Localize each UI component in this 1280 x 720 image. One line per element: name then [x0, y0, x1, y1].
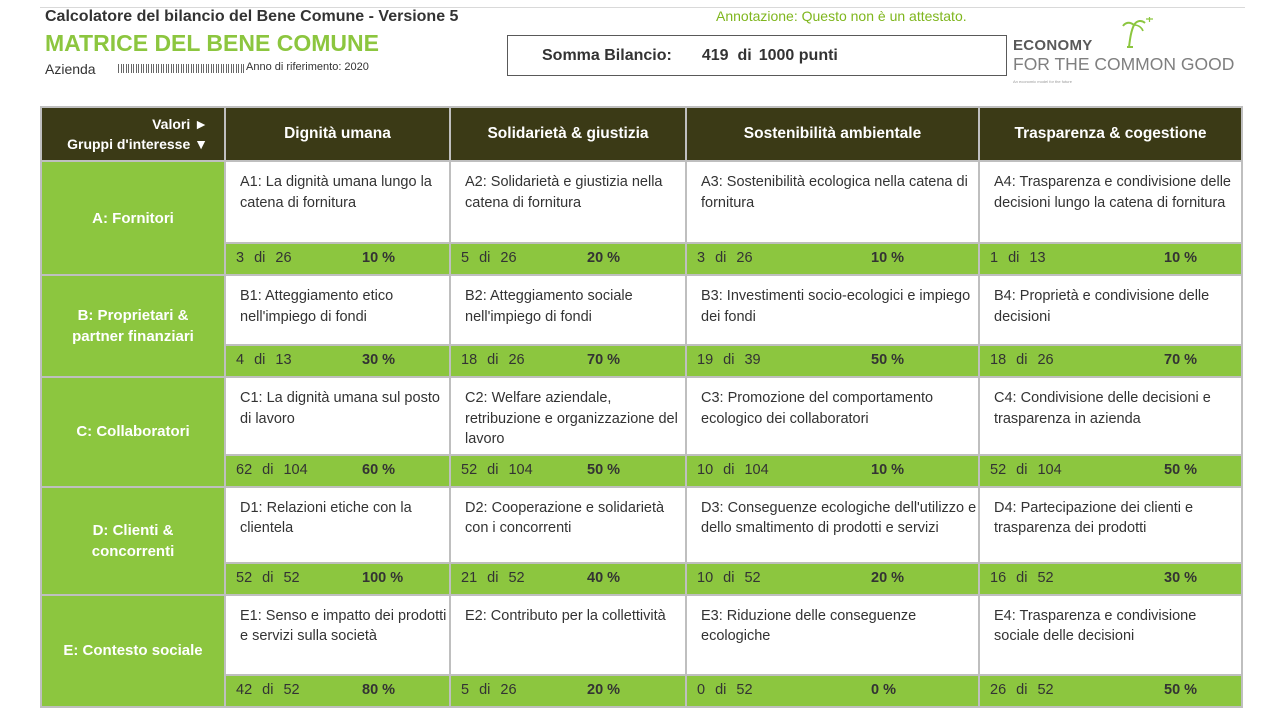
points-readout — [697, 682, 753, 698]
score-of: di — [723, 569, 735, 586]
points-readout — [236, 682, 300, 698]
calculator-title: Calcolatore del bilancio del Bene Comune - Versione 5 — [45, 8, 459, 25]
topic-description: A3: Sostenibilità ecologica nella catena di fornitura — [686, 161, 979, 243]
topic-score — [686, 455, 979, 487]
matrix-row-social-environment — [41, 595, 1242, 675]
score-of: di — [1016, 569, 1028, 586]
score-of: di — [723, 352, 735, 368]
score-percentage: 70 % — [587, 352, 621, 368]
score-percentage: 20 % — [871, 569, 905, 586]
score-max: 52 — [283, 681, 300, 698]
matrix-row-owners-financial-partners — [41, 275, 1242, 345]
score-value: 52 — [990, 461, 1007, 478]
topic-description: E4: Trasparenza e condivisione sociale delle decisioni — [979, 595, 1242, 675]
score-percentage: 70 % — [1164, 352, 1198, 368]
score-value: 18 — [990, 352, 1007, 368]
topic-score — [225, 455, 450, 487]
score-percentage: 20 % — [587, 250, 621, 266]
score-of: di — [1008, 250, 1020, 266]
score-percentage: 60 % — [362, 461, 396, 478]
score-max: 52 — [744, 569, 761, 586]
company-label: Azienda — [45, 61, 96, 77]
score-percentage: 30 % — [362, 352, 396, 368]
score-max: 13 — [1029, 250, 1046, 266]
topic-description: E2: Contributo per la collettività — [450, 595, 686, 675]
score-of: di — [1016, 352, 1028, 368]
topic-score — [450, 563, 686, 595]
topic-score — [979, 455, 1242, 487]
matrix-row-employees — [41, 377, 1242, 455]
topic-description: E3: Riduzione delle conseguenze ecologiche — [686, 595, 979, 675]
topic-score — [450, 345, 686, 377]
score-percentage: 10 % — [1164, 250, 1198, 266]
balance-sum-max: 1000 punti — [758, 46, 838, 64]
score-value: 18 — [461, 352, 478, 368]
topic-score — [979, 675, 1242, 707]
score-max: 39 — [744, 352, 761, 368]
points-readout — [461, 570, 525, 586]
score-value: 1 — [990, 250, 999, 266]
score-max: 52 — [1037, 681, 1054, 698]
stakeholder-group-customers-competitors — [41, 487, 225, 595]
score-max: 26 — [500, 681, 517, 698]
score-of: di — [254, 250, 266, 266]
stakeholder-group-social-environment — [41, 595, 225, 707]
topic-description: A4: Trasparenza e condivisione delle decisioni lungo la catena di fornitura — [979, 161, 1242, 243]
score-percentage: 30 % — [1164, 569, 1198, 586]
score-value: 5 — [461, 681, 470, 698]
stakeholder-group-label: C: Collaboratori — [76, 423, 190, 441]
score-value: 19 — [697, 352, 714, 368]
balance-sum-of: di — [737, 46, 752, 64]
score-percentage: 0 % — [871, 681, 896, 698]
score-percentage: 50 % — [1164, 461, 1198, 478]
score-max: 104 — [508, 461, 533, 478]
score-max: 26 — [508, 352, 525, 368]
common-good-matrix — [40, 106, 1243, 708]
stakeholder-group-label: A: Fornitori — [92, 209, 174, 227]
points-readout — [461, 352, 525, 368]
score-of: di — [479, 250, 491, 266]
stakeholder-group-label: D: Clienti & — [92, 521, 174, 539]
score-max: 104 — [1037, 461, 1062, 478]
score-of: di — [254, 352, 266, 368]
topic-score — [225, 675, 450, 707]
points-readout — [990, 682, 1054, 698]
points-readout — [236, 462, 308, 478]
score-of: di — [1016, 681, 1028, 698]
annotation-note: Annotazione: Questo non è un attestato. — [716, 8, 967, 24]
stakeholder-group-suppliers — [41, 161, 225, 275]
score-of: di — [715, 250, 727, 266]
score-of: di — [487, 569, 499, 586]
score-max: 104 — [744, 461, 769, 478]
score-percentage: 10 % — [871, 250, 905, 266]
score-max: 52 — [1037, 569, 1054, 586]
topic-score — [686, 243, 979, 275]
score-percentage: 10 % — [362, 250, 396, 266]
topic-score — [225, 243, 450, 275]
points-readout — [990, 462, 1062, 478]
points-readout — [236, 352, 292, 368]
topic-description: B2: Atteggiamento sociale nell'impiego di fondi — [450, 275, 686, 345]
score-percentage: 50 % — [1164, 681, 1198, 698]
score-value: 10 — [697, 569, 714, 586]
balance-sum-label: Somma Bilancio: — [542, 46, 672, 64]
value-header-transparency: Trasparenza & cogestione — [979, 107, 1242, 161]
reference-year: Anno di riferimento: 2020 — [246, 61, 369, 73]
topic-score — [450, 455, 686, 487]
score-value: 52 — [461, 461, 478, 478]
topic-description: C3: Promozione del comportamento ecologico dei collaboratori — [686, 377, 979, 455]
topic-description: B3: Investimenti socio-ecologici e impiego dei fondi — [686, 275, 979, 345]
score-percentage: 50 % — [871, 352, 905, 368]
score-max: 26 — [500, 250, 517, 266]
topic-description: A2: Solidarietà e giustizia nella catena di fornitura — [450, 161, 686, 243]
topic-score — [979, 243, 1242, 275]
score-percentage: 80 % — [362, 681, 396, 698]
score-of: di — [262, 681, 274, 698]
points-readout — [236, 570, 300, 586]
topic-score — [979, 345, 1242, 377]
points-readout — [461, 250, 517, 266]
topic-description: D2: Cooperazione e solidarietà con i concorrenti — [450, 487, 686, 563]
score-of: di — [262, 461, 274, 478]
topic-description: B4: Proprietà e condivisione delle decisioni — [979, 275, 1242, 345]
score-value: 21 — [461, 569, 478, 586]
score-value: 52 — [236, 569, 253, 586]
ecg-logo — [1013, 17, 1243, 87]
stakeholder-group-label: concorrenti — [91, 542, 175, 560]
points-readout — [990, 352, 1054, 368]
score-max: 26 — [736, 250, 753, 266]
points-readout — [990, 570, 1054, 586]
value-header-sustainability: Sostenibilità ambientale — [686, 107, 979, 161]
score-of: di — [1016, 461, 1028, 478]
score-value: 4 — [236, 352, 245, 368]
topic-description: D3: Conseguenze ecologiche dell'utilizzo e dello smaltimento di prodotti e servizi — [686, 487, 979, 563]
score-of: di — [479, 681, 491, 698]
score-max: 52 — [283, 569, 300, 586]
score-max: 26 — [275, 250, 292, 266]
stakeholder-group-label: partner finanziari — [72, 328, 194, 345]
score-of: di — [715, 681, 727, 698]
score-percentage: 100 % — [362, 569, 404, 586]
score-of: di — [487, 461, 499, 478]
topic-score — [450, 675, 686, 707]
points-readout — [236, 250, 292, 266]
topic-description: A1: La dignità umana lungo la catena di fornitura — [225, 161, 450, 243]
score-value: 5 — [461, 250, 470, 266]
score-max: 52 — [508, 569, 525, 586]
topic-description: E1: Senso e impatto dei prodotti e servizi sulla società — [225, 595, 450, 675]
score-percentage: 40 % — [587, 569, 621, 586]
stakeholder-group-label: E: Contesto sociale — [63, 642, 203, 659]
score-of: di — [487, 352, 499, 368]
points-readout — [697, 462, 769, 478]
score-value: 62 — [236, 461, 253, 478]
company-name-redacted — [118, 64, 244, 73]
logo-text-common-good: FOR THE COMMON GOOD — [1013, 54, 1235, 74]
topic-description: C2: Welfare aziendale, retribuzione e organizzazione del lavoro — [450, 377, 686, 455]
corner-groups-label: Gruppi d'interesse ▼ — [67, 136, 208, 152]
topic-description: B1: Atteggiamento etico nell'impiego di fondi — [225, 275, 450, 345]
topic-score — [225, 563, 450, 595]
score-value: 26 — [990, 681, 1007, 698]
topic-score — [686, 563, 979, 595]
score-of: di — [723, 461, 735, 478]
topic-score — [686, 675, 979, 707]
score-value: 10 — [697, 461, 714, 478]
points-readout — [990, 250, 1046, 266]
score-value: 3 — [236, 250, 245, 266]
score-max: 26 — [1037, 352, 1054, 368]
topic-score — [225, 345, 450, 377]
points-readout — [697, 352, 761, 368]
palm-tree-icon — [1115, 17, 1155, 49]
matrix-title: MATRICE DEL BENE COMUNE — [45, 30, 379, 56]
points-readout — [697, 570, 761, 586]
points-readout — [697, 250, 753, 266]
matrix-corner — [41, 107, 225, 161]
score-max: 13 — [275, 352, 292, 368]
topic-description: D4: Partecipazione dei clienti e trasparenza dei prodotti — [979, 487, 1242, 563]
score-value: 0 — [697, 681, 706, 698]
score-value: 42 — [236, 681, 253, 698]
topic-score — [686, 345, 979, 377]
score-max: 52 — [736, 681, 753, 698]
topic-description: C1: La dignità umana sul posto di lavoro — [225, 377, 450, 455]
score-max: 104 — [283, 461, 308, 478]
corner-values-label: Valori ► — [152, 116, 208, 132]
matrix-row-suppliers — [41, 161, 1242, 243]
topic-score — [979, 563, 1242, 595]
score-percentage: 20 % — [587, 681, 621, 698]
topic-description: C4: Condivisione delle decisioni e trasparenza in azienda — [979, 377, 1242, 455]
matrix-header-row — [41, 107, 1242, 161]
points-readout — [461, 682, 517, 698]
score-of: di — [262, 569, 274, 586]
value-header-solidarity: Solidarietà & giustizia — [450, 107, 686, 161]
score-percentage: 50 % — [587, 461, 621, 478]
balance-sum-box — [507, 35, 1007, 76]
points-readout — [461, 462, 533, 478]
score-value: 3 — [697, 250, 706, 266]
topic-score — [450, 243, 686, 275]
balance-sum-value: 419 — [701, 46, 729, 64]
value-header-human-dignity: Dignità umana — [225, 107, 450, 161]
stakeholder-group-owners-financial-partners — [41, 275, 225, 377]
logo-tagline: An economic model for the future — [1013, 79, 1072, 84]
matrix-row-customers-competitors — [41, 487, 1242, 563]
topic-description: D1: Relazioni etiche con la clientela — [225, 487, 450, 563]
logo-text-economy: ECONOMY — [1013, 37, 1093, 54]
stakeholder-group-employees — [41, 377, 225, 487]
score-percentage: 10 % — [871, 461, 905, 478]
stakeholder-group-label: B: Proprietari & — [77, 307, 189, 324]
score-value: 16 — [990, 569, 1007, 586]
